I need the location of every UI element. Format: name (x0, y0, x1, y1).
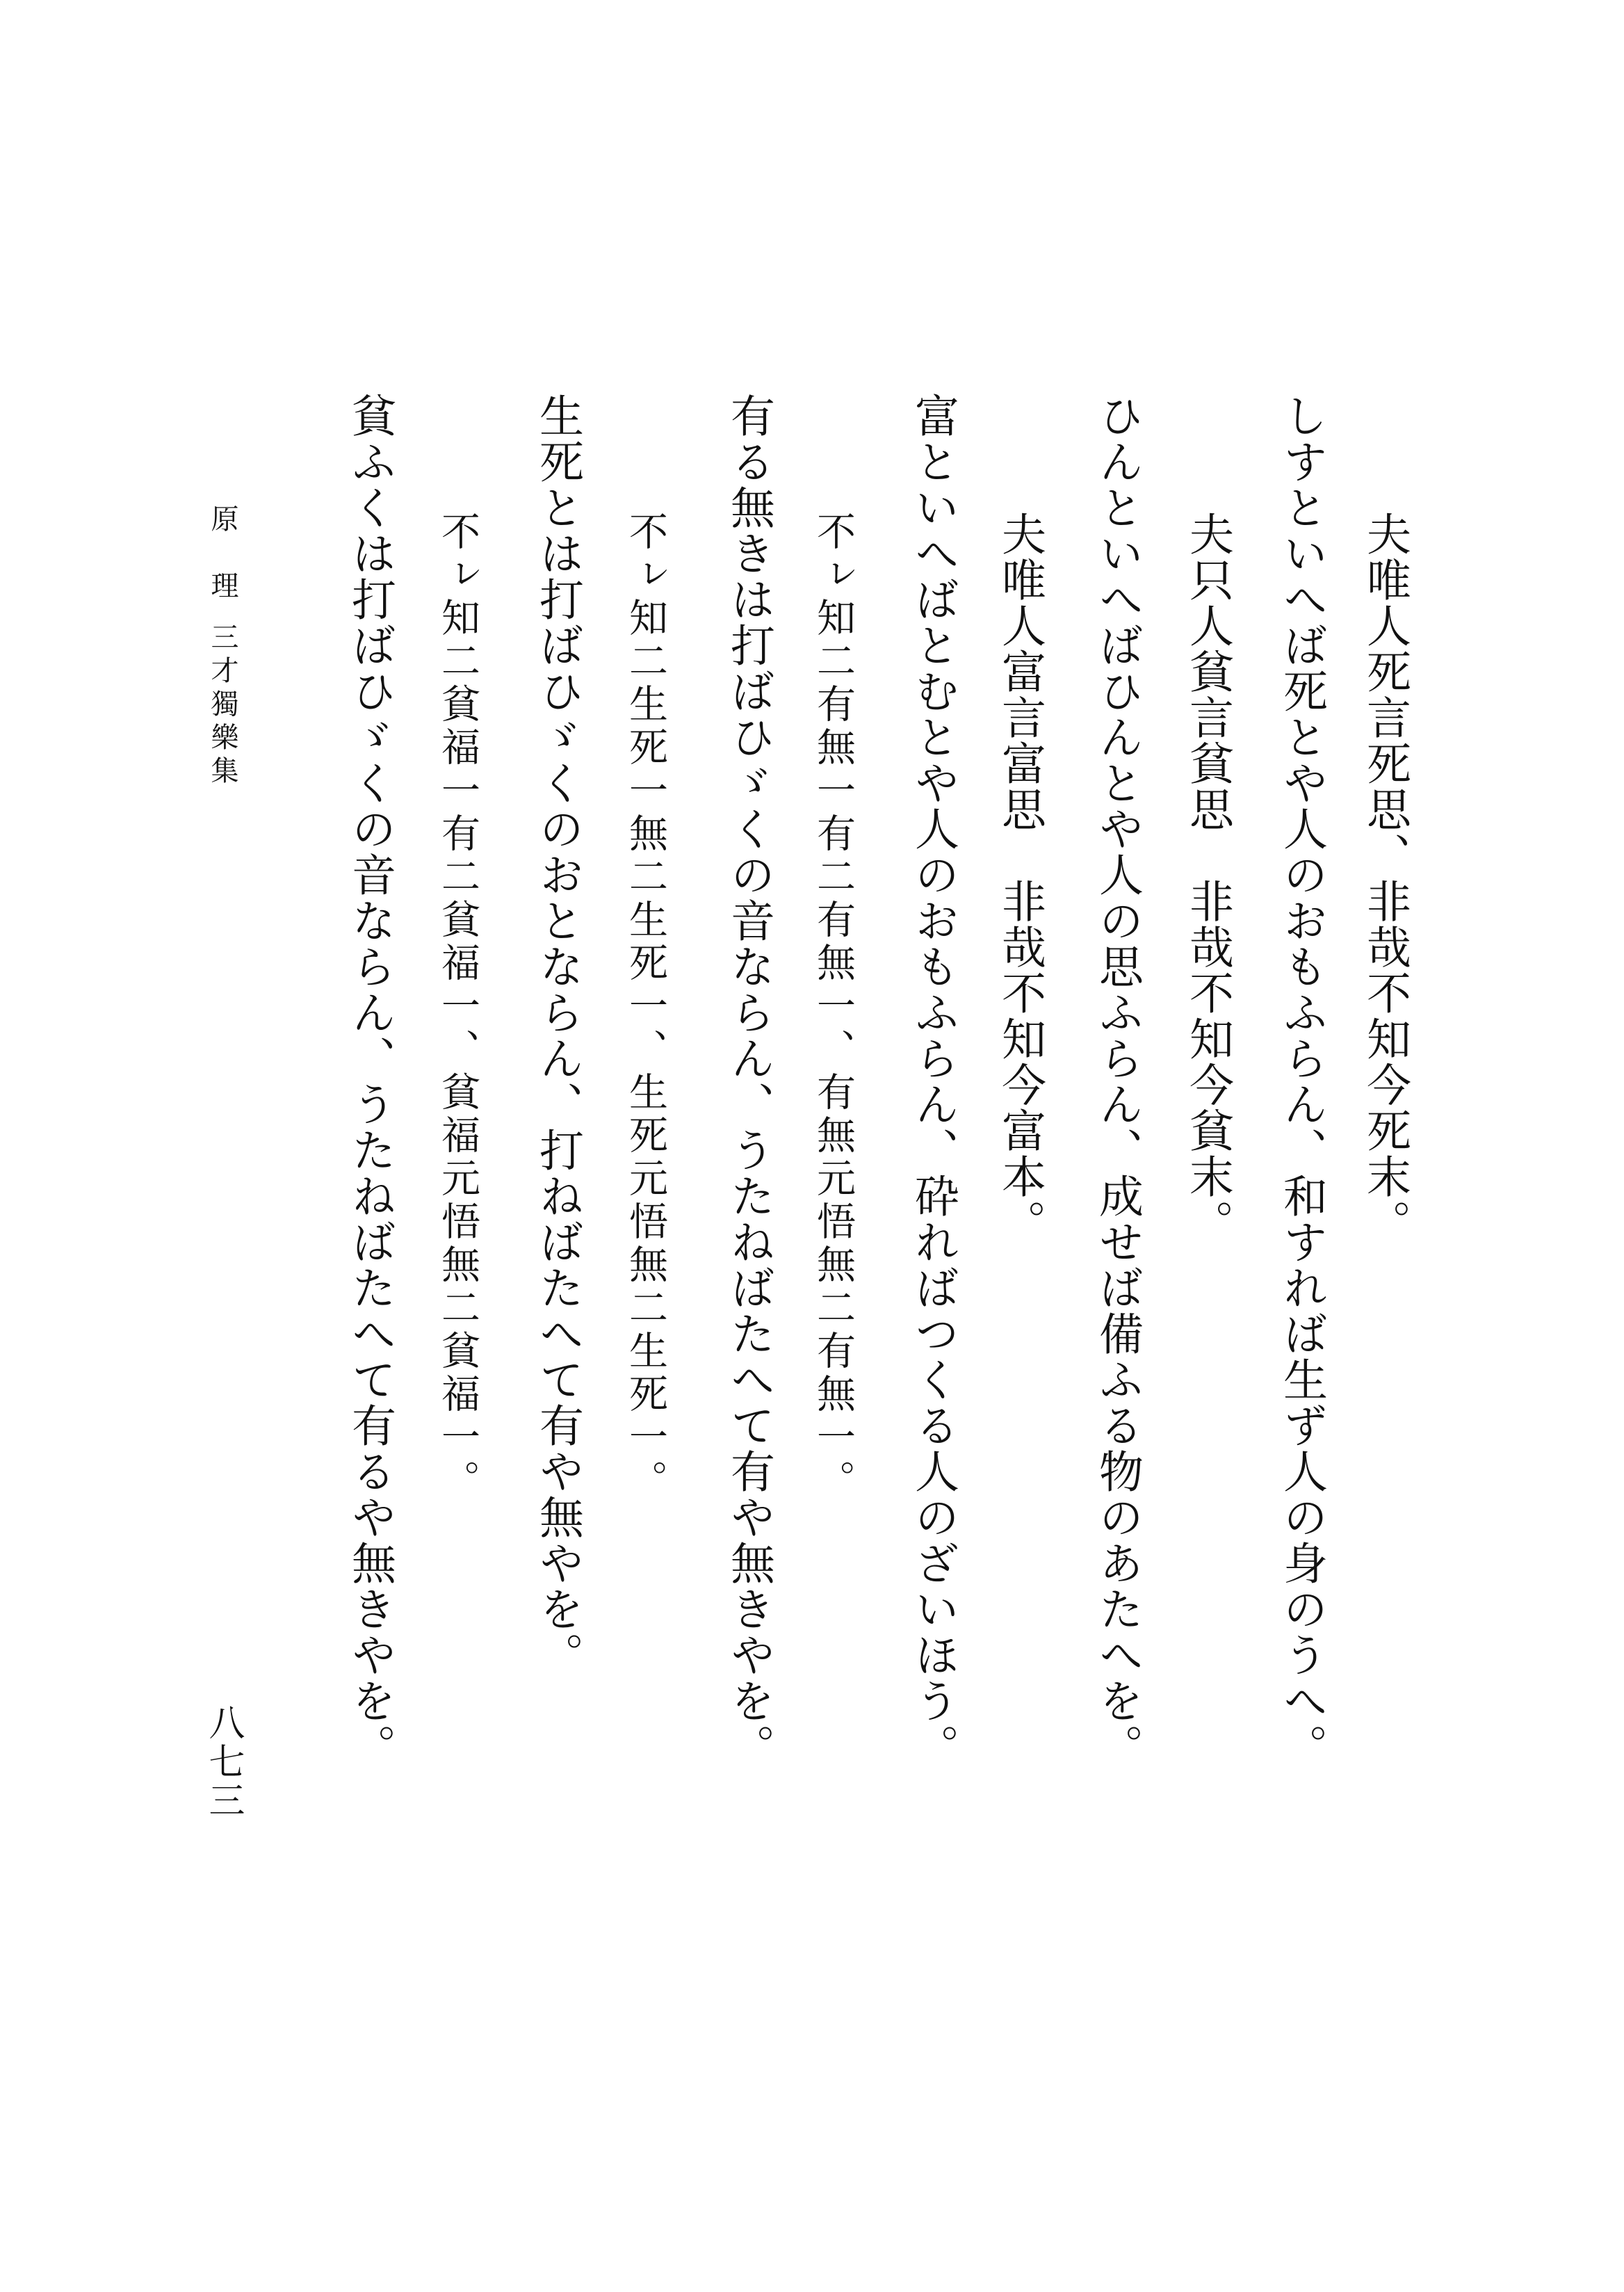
kanbun-line-2: 不ㇾ知二生死一無二生死一、生死元悟無二生死一。 (623, 511, 668, 1503)
page-number: 八七三 (202, 1704, 244, 1821)
text-line-9: 貧ふくは打ばひゞくの音ならん、うたねばたへて有るや無きやを。 (344, 393, 396, 1770)
running-header-collection: 三才獨樂集 (206, 622, 238, 789)
kanbun-line-1: 不ㇾ知二有無一有二有無一、有無元悟無二有無一。 (811, 511, 856, 1503)
kanbun-line-3: 不ㇾ知二貧福一有二貧福一、貧福元悟無二貧福一。 (435, 511, 480, 1503)
text-line-2: しすといへば死とや人のおもふらん、和すれば生ず人の身のうへ。 (1276, 393, 1327, 1770)
text-line-1: 夫唯人死言死思、非哉不知今死末。 (1359, 511, 1411, 1245)
text-line-7: 有る無きは打ばひゞくの音ならん、うたねばたへて有や無きやを。 (723, 393, 774, 1770)
running-header-section: 原 理 (206, 504, 238, 604)
text-line-8: 生死とは打ばひゞくのおとならん、打ねばたへて有や無やを。 (532, 393, 583, 1678)
text-line-5: 夫唯人富言富思 非哉不知今富本。 (994, 511, 1046, 1245)
text-line-3: 夫只人貧言貧思 非哉不知今貧末。 (1182, 511, 1233, 1245)
text-line-6: 富といへばとむとや人のおもふらん、砕ればつくる人のざいほう。 (907, 393, 959, 1770)
text-line-4: ひんといへばひんとや人の思ふらん、成せば備ふる物のあたへを。 (1091, 393, 1143, 1770)
